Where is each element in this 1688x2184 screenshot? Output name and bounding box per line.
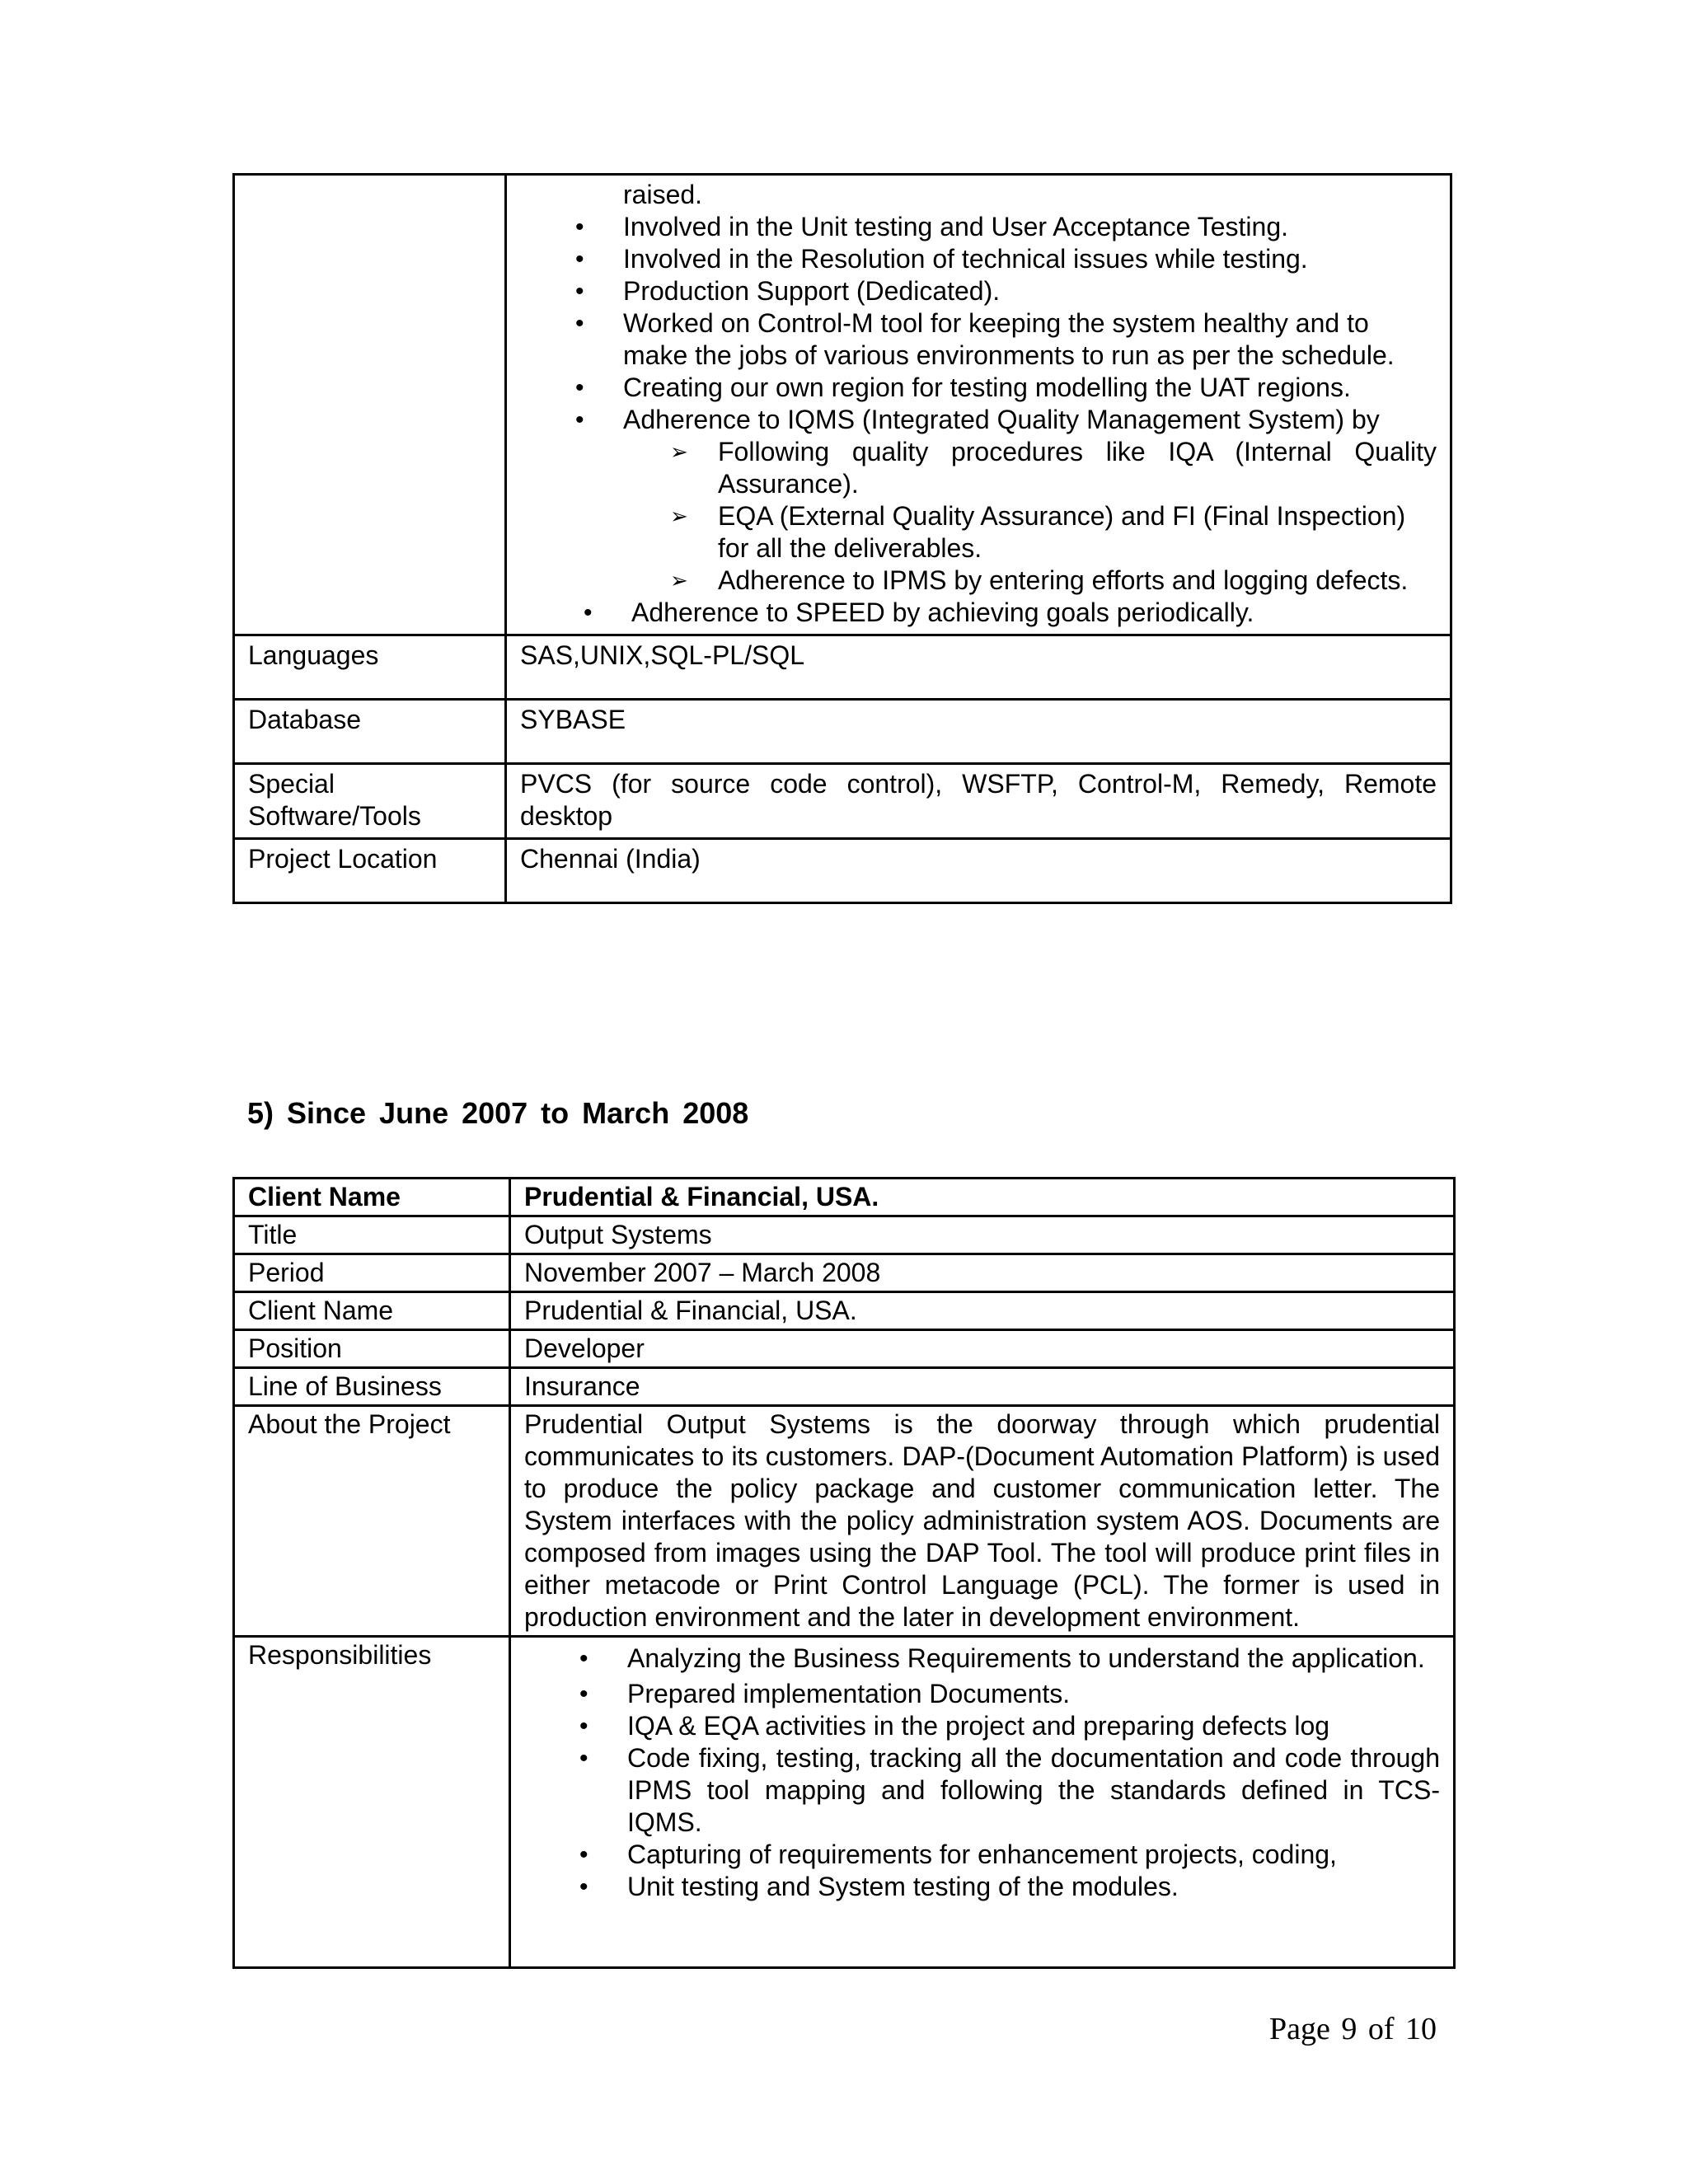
list-item: • Analyzing the Business Requirements to understand the application. xyxy=(627,1643,1440,1675)
list-item: • Involved in the Unit testing and User Acceptance Testing. xyxy=(623,211,1437,243)
table-row xyxy=(234,1368,1455,1406)
empty-label-cell xyxy=(234,175,506,635)
list-item: • Adherence to IQMS (Integrated Quality Management System) by xyxy=(623,404,1437,436)
row-label: Client Name xyxy=(234,1179,510,1216)
table-row xyxy=(234,1330,1455,1368)
iqms-sub-list xyxy=(520,436,1437,597)
project-details-table xyxy=(232,1177,1456,1969)
row-value: Chennai (India) xyxy=(506,839,1451,903)
row-value: PVCS (for source code control), WSFTP, Control-M, Remedy, Remote desktop xyxy=(506,764,1451,839)
list-item: • Prepared implementation Documents. xyxy=(627,1678,1440,1710)
row-label: Responsibilities xyxy=(234,1637,510,1968)
row-label: Client Name xyxy=(234,1292,510,1330)
row-value: Developer xyxy=(510,1330,1455,1368)
row-value: Prudential & Financial, USA. xyxy=(510,1292,1455,1330)
section-heading: 5) Since June 2007 to March 2008 xyxy=(247,1096,749,1130)
list-item: • IQA & EQA activities in the project and preparing defects log xyxy=(627,1710,1440,1742)
row-label: Languages xyxy=(234,635,506,700)
list-item: • Capturing of requirements for enhancement projects, coding, xyxy=(627,1839,1440,1871)
table-row xyxy=(234,1254,1455,1292)
row-value: Prudential Output Systems is the doorway through which prudential communicates to its customers. DAP-(Document Automation Platform) is used to produce the policy package and customer communication letter. The System interfaces with the policy administration system AOS. Documents are composed from images using the DAP Tool. The tool will produce print files in either metacode or Print Control Language (PCL). The former is used in production environment and the later in development environment. xyxy=(510,1406,1455,1637)
row-label: Special Software/Tools xyxy=(234,764,506,839)
row-label: Period xyxy=(234,1254,510,1292)
responsibilities-cell xyxy=(510,1637,1455,1968)
row-value: SYBASE xyxy=(506,700,1451,764)
responsibility-list xyxy=(520,597,1437,629)
row-value: Output Systems xyxy=(510,1216,1455,1254)
list-item: • Production Support (Dedicated). xyxy=(623,275,1437,307)
table-row xyxy=(234,1406,1455,1637)
row-label: Title xyxy=(234,1216,510,1254)
list-item: • Code fixing, testing, tracking all the documentation and code through IPMS tool mapping and following the standards defined in TCS-IQMS. xyxy=(627,1742,1440,1839)
row-label: Database xyxy=(234,700,506,764)
table-row xyxy=(234,700,1451,764)
sub-list-item: ➢ Adherence to IPMS by entering efforts and logging defects. xyxy=(718,565,1437,597)
page-number: Page 9 of 10 xyxy=(1269,2012,1437,2046)
row-value: November 2007 – March 2008 xyxy=(510,1254,1455,1292)
list-item: • Creating our own region for testing modelling the UAT regions. xyxy=(623,372,1437,404)
responsibility-list xyxy=(520,211,1437,436)
list-item: • Involved in the Resolution of technical issues while testing. xyxy=(623,243,1437,275)
row-label: Position xyxy=(234,1330,510,1368)
table-row xyxy=(234,1216,1455,1254)
list-item: • Worked on Control-M tool for keeping the system healthy and to make the jobs of various environments to run as per the schedule. xyxy=(623,307,1437,372)
project-details-table-continued xyxy=(232,173,1452,904)
table-row xyxy=(234,1637,1455,1968)
table-row xyxy=(234,635,1451,700)
responsibilities-continued-cell xyxy=(506,175,1451,635)
list-item: • Adherence to SPEED by achieving goals periodically. xyxy=(631,597,1437,629)
table-row xyxy=(234,839,1451,903)
row-label: Project Location xyxy=(234,839,506,903)
row-value: Insurance xyxy=(510,1368,1455,1406)
sub-list-item: ➢ Following quality procedures like IQA (Internal Quality Assurance). xyxy=(718,436,1437,500)
table-row xyxy=(234,1292,1455,1330)
row-value: SAS,UNIX,SQL-PL/SQL xyxy=(506,635,1451,700)
continued-text: raised. xyxy=(623,180,703,209)
list-item: • Unit testing and System testing of the modules. xyxy=(627,1871,1440,1903)
row-label: About the Project xyxy=(234,1406,510,1637)
sub-list-item: ➢ EQA (External Quality Assurance) and FI (Final Inspection) for all the deliverables. xyxy=(718,500,1437,565)
responsibilities-continued-row xyxy=(234,175,1451,635)
row-value: Prudential & Financial, USA. xyxy=(510,1179,1455,1216)
table-header-row xyxy=(234,1179,1455,1216)
responsibility-list xyxy=(524,1643,1440,1903)
row-label: Line of Business xyxy=(234,1368,510,1406)
table-row xyxy=(234,764,1451,839)
